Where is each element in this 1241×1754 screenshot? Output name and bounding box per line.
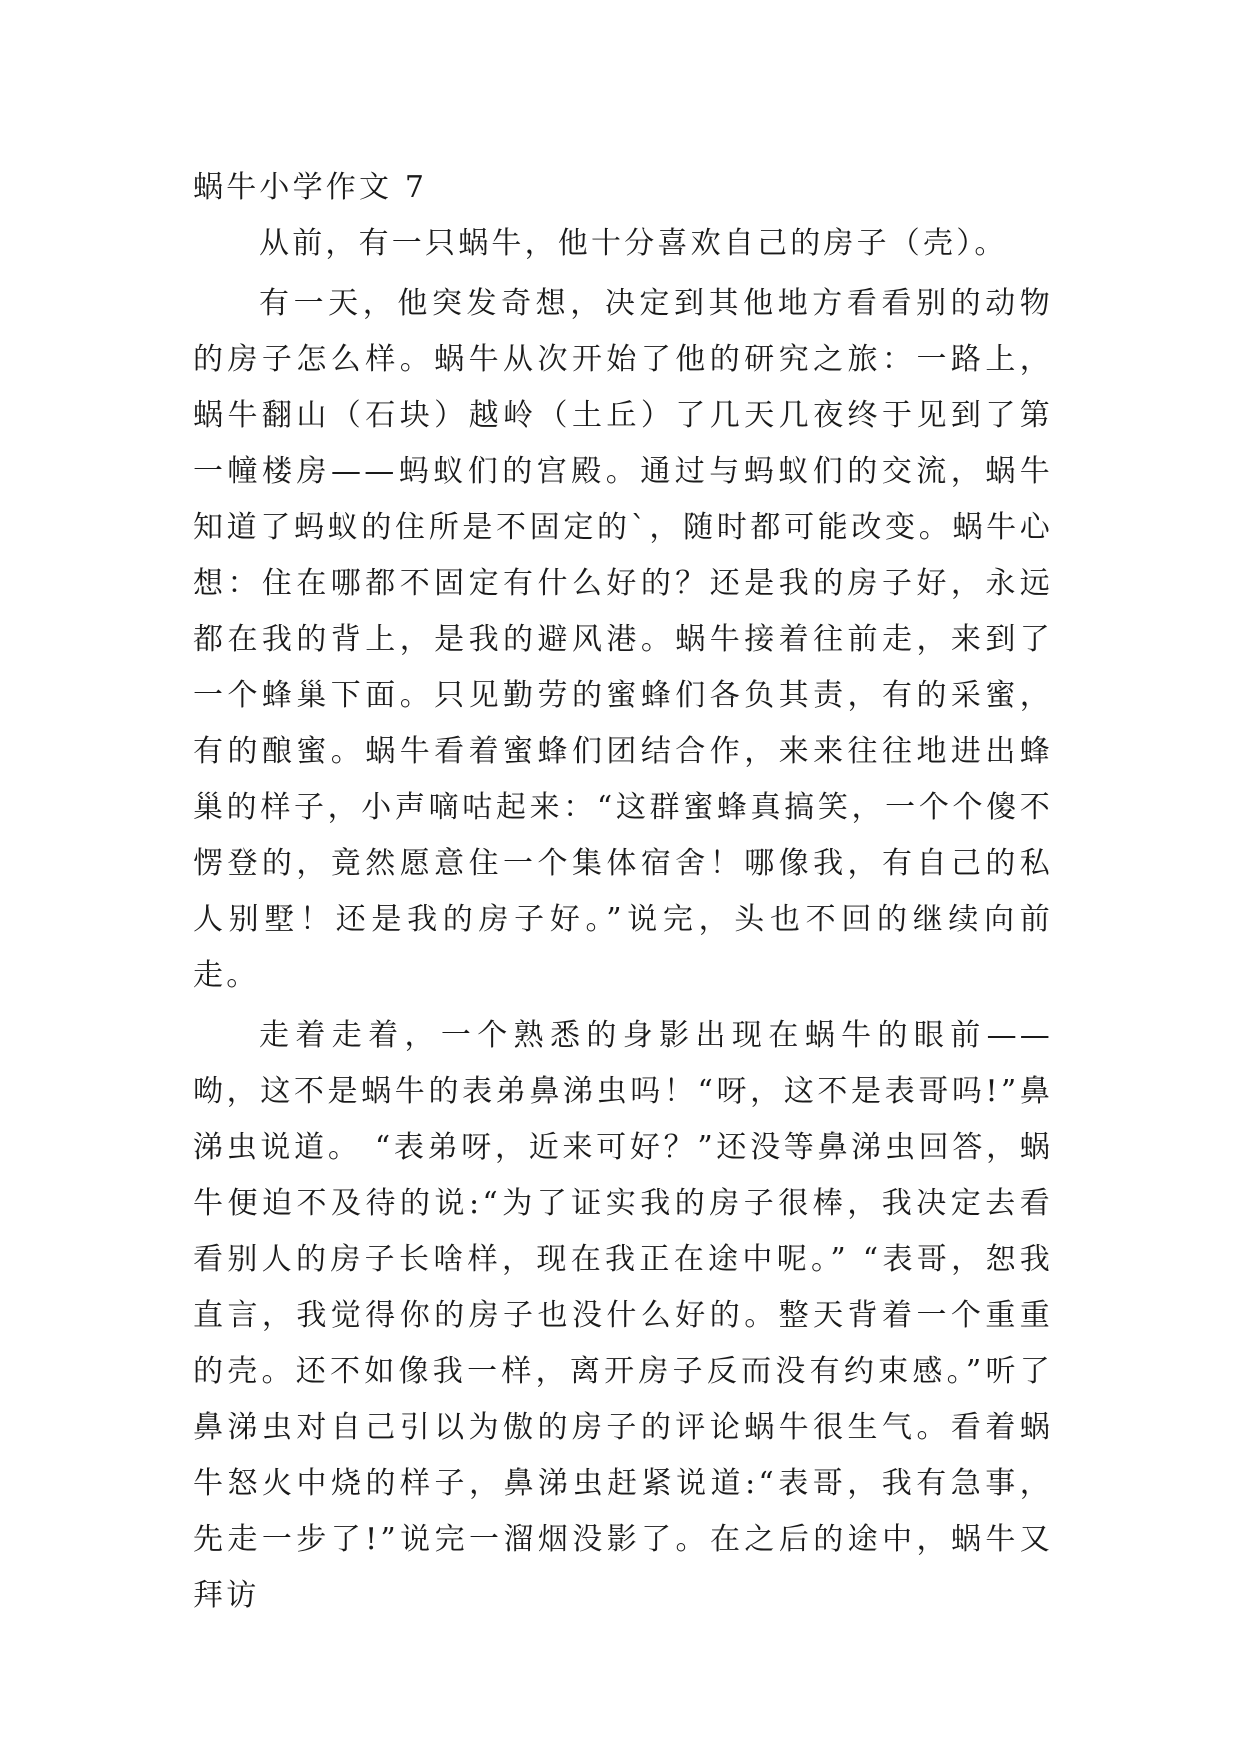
document-title: 蜗牛小学作文 7 [193, 170, 428, 205]
paragraph-2: 有一天，他突发奇想，决定到其他地方看看别的动物的房子怎么样。蜗牛从次开始了他的研究之旅：一路上，蜗牛翻山（石块）越岭（土丘）了几天几夜终于见到了第一幢楼房——蚂蚁们的宫殿。通过与蚂蚁们的交流，蜗牛知道了蚂蚁的住所是不固定的`，随时都可能改变。蜗牛心想：住在哪都不固定有什么好的？还是我的房子好，永远都在我的背上，是我的避风港。蜗牛接着往前走，来到了一个蜂巢下面。只见勤劳的蜜蜂们各负其责，有的采蜜，有的酿蜜。蜗牛看着蜜蜂们团结合作，来来往往地进出蜂巢的样子，小声嘀咕起来：“这群蜜蜂真搞笑，一个个傻不愣登的，竟然愿意住一个集体宿舍！哪像我，有自己的私人别墅！还是我的房子好。”说完，头也不回的继续向前走。 [193, 286, 1053, 993]
paragraph-1: 从前，有一只蜗牛，他十分喜欢自己的房子（壳）。 [259, 226, 1008, 261]
paragraph-3: 走着走着，一个熟悉的身影出现在蜗牛的眼前——呦，这不是蜗牛的表弟鼻涕虫吗！“呀，这不是表哥吗!”鼻涕虫说道。 “表弟呀，近来可好？”还没等鼻涕虫回答，蜗牛便迫不及待的说:“为了证实我的房子很棒，我决定去看看别人的房子长啥样，现在我正在途中呢。” “表哥，恕我直言，我觉得你的房子也没什么好的。整天背着一个重重的壳。还不如像我一样，离开房子反而没有约束感。”听了鼻涕虫对自己引以为傲的房子的评论蜗牛很生气。看着蜗牛怒火中烧的样子，鼻涕虫赶紧说道:“表哥，我有急事，先走一步了!”说完一溜烟没影了。在之后的途中，蜗牛又拜访 [193, 1018, 1053, 1613]
document-body [193, 160, 1053, 1624]
